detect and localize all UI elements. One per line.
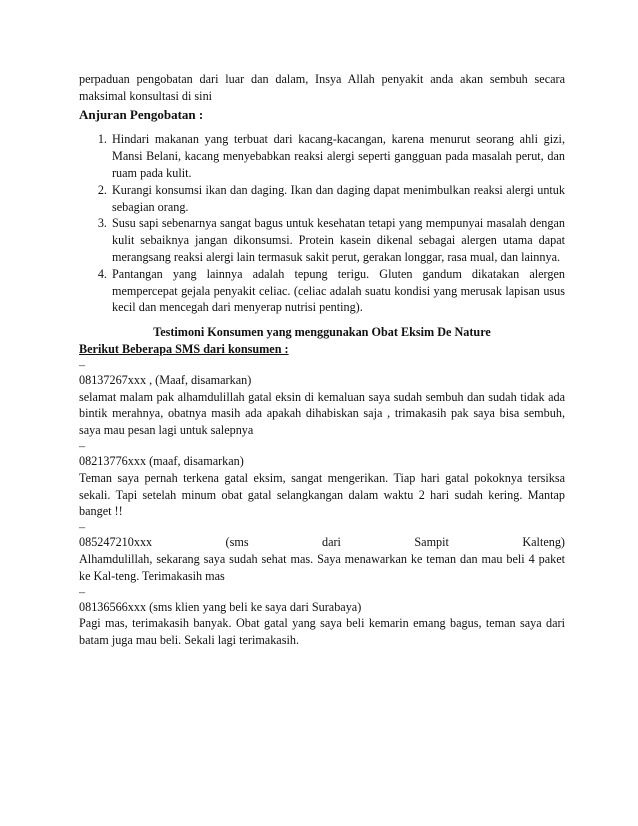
- anjuran-heading: Anjuran Pengobatan :: [79, 106, 204, 122]
- testimoni-title: Testimoni Konsumen yang menggunakan Obat Eksim De Nature: [153, 325, 491, 340]
- separator-dash: –: [79, 584, 86, 599]
- separator-dash: –: [79, 520, 86, 535]
- intro-paragraph: perpaduan pengobatan dari luar dan dalam, Insya Allah penyakit anda akan sembuh secara maksimal konsultasi di sini: [79, 72, 565, 103]
- sender-word: Kalteng): [522, 535, 565, 550]
- sender-word: (sms: [225, 535, 249, 550]
- anjuran-item: 3. Susu sapi sebenarnya sangat bagus untuk kesehatan tetapi yang mempunyai masalah dengan kulit sebaiknya jangan dikonsumsi. Protein kasein dikenal sebagai alergen utama dapat merangsang reaksi alergi lain termasuk sakit perut, gerakan longgar, rasa mual, dan lainnya.: [110, 215, 565, 265]
- testimonial-message: Alhamdulillah, sekarang saya sudah sehat mas. Saya menawarkan ke teman dan mau beli 4 paket ke Kal-teng. Terimakasih mas: [79, 551, 565, 583]
- testimonial-message: selamat malam pak alhamdulillah gatal eksin di kemaluan saya sudah sembuh dan sudah tidak ada bintik merahnya, obatnya masih ada apakah dihabiskan saja , trimakasih pak saya bisa sembuh, saya mau pesan lagi untuk salepnya: [79, 389, 565, 438]
- sender-number: 085247210xxx: [79, 535, 153, 550]
- testimonial: [79, 358, 565, 439]
- sms-heading: Berikut Beberapa SMS dari konsumen :: [79, 341, 289, 356]
- testimonial: [79, 585, 565, 649]
- anjuran-list: [79, 131, 565, 316]
- sender-word: Sampit: [414, 535, 449, 550]
- sender-line: 08136566xxx (sms klien yang beli ke saya dari Surabaya): [79, 599, 362, 614]
- sender-word: dari: [322, 535, 341, 550]
- document-body: [79, 71, 565, 649]
- testimonial-message: Pagi mas, terimakasih banyak. Obat gatal yang saya beli kemarin emang bagus, teman saya dari batam juga mau beli. Sekali lagi terimakasih.: [79, 616, 565, 648]
- sender-line: 08137267xxx , (Maaf, disamarkan): [79, 372, 252, 387]
- anjuran-item: 1. Hindari makanan yang terbuat dari kacang-kacangan, karena menurut seorang ahli gizi, Mansi Belani, kacang menyebabkan reaksi alergi seperti gangguan pada masalah perut, dan ruam pada kulit.: [110, 131, 565, 181]
- separator-dash: –: [79, 357, 86, 372]
- sender-line: [79, 534, 565, 551]
- testimonial: [79, 439, 565, 520]
- anjuran-item: 4. Pantangan yang lainnya adalah tepung terigu. Gluten gandum dikatakan alergen mempercepat gejala penyakit celiac. (celiac adalah suatu kondisi yang merusak lapisan usus kecil dan mencegah dari menyerap nutrisi penting).: [110, 266, 565, 316]
- testimonial: [79, 520, 565, 584]
- sender-line: 08213776xxx (maaf, disamarkan): [79, 453, 244, 468]
- testimonial-message: Teman saya pernah terkena gatal eksim, sangat mengerikan. Tiap hari gatal pokoknya tersiksa sekali. Tapi setelah minum obat gatal selangkangan dalam waktu 2 hari sudah kering. Mantap banget !!: [79, 470, 565, 519]
- separator-dash: –: [79, 438, 86, 453]
- anjuran-item: 2. Kurangi konsumsi ikan dan daging. Ikan dan daging dapat menimbulkan reaksi alergi untuk sebagian orang.: [110, 182, 565, 216]
